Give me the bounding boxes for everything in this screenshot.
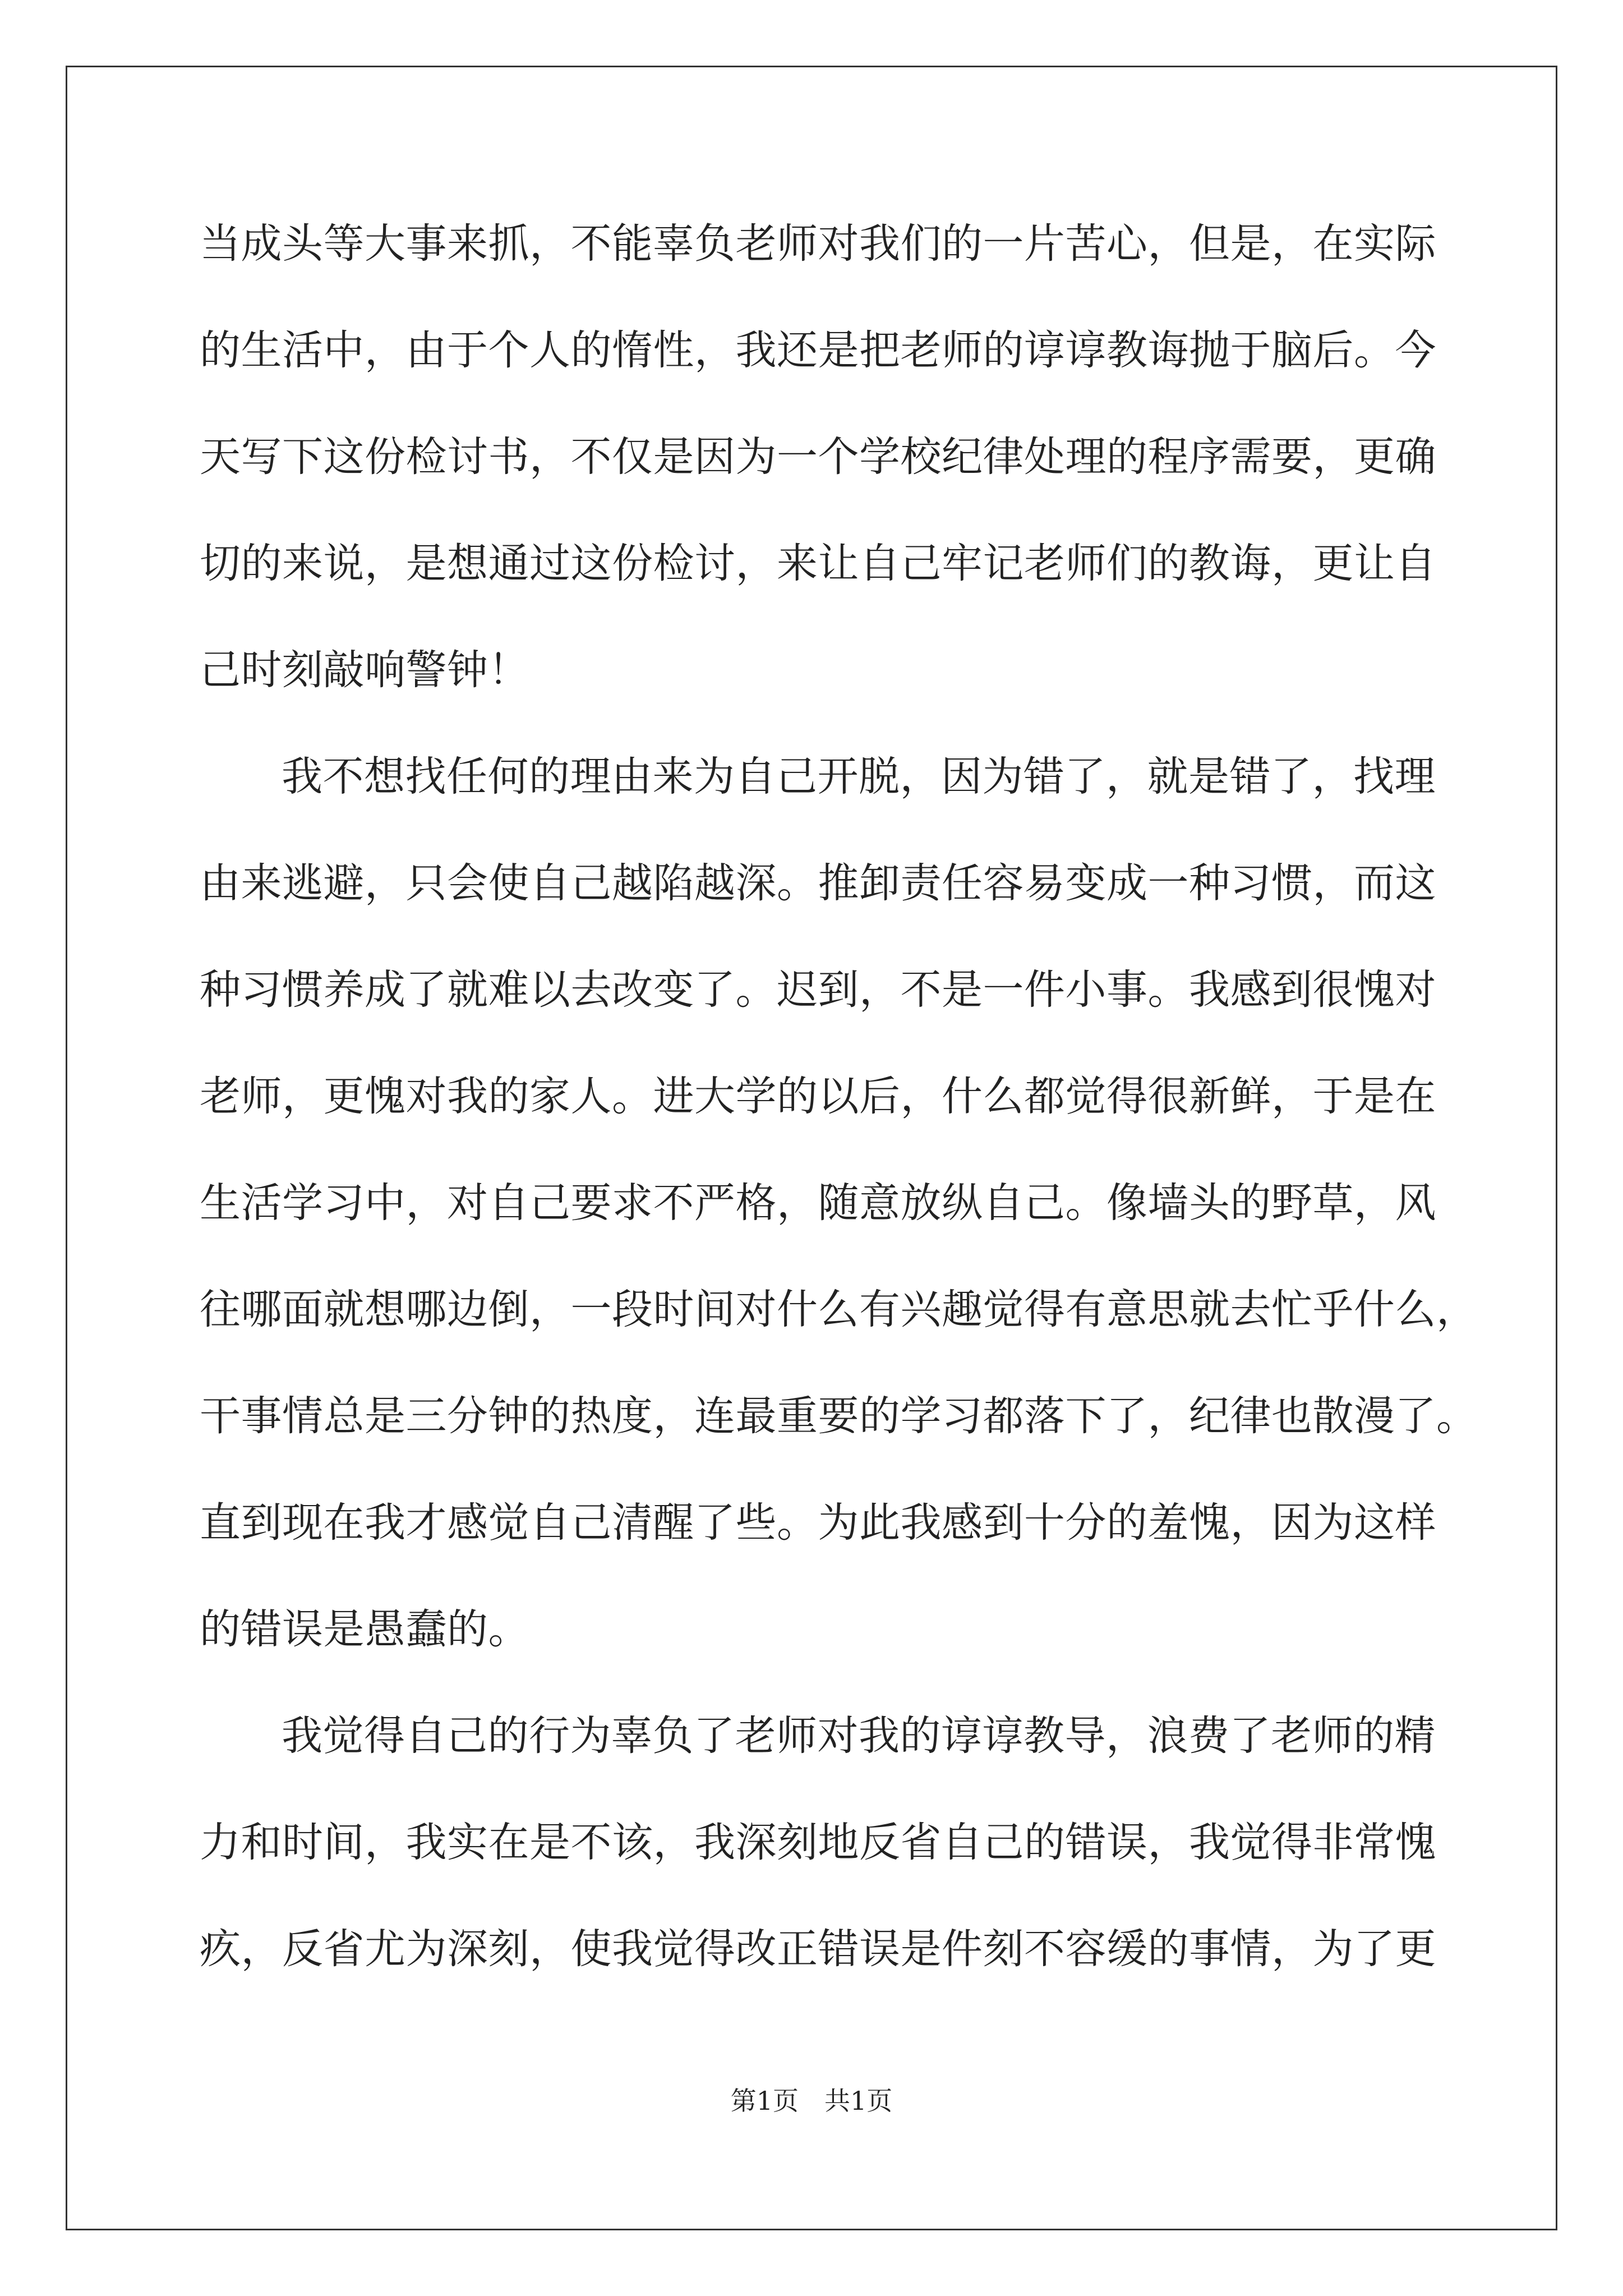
text-line: 直到现在我才感觉自己清醒了些。为此我感到十分的羞愧，因为这样 (200, 1499, 1436, 1547)
paragraph-3 (200, 1705, 1436, 2025)
text-line: 种习惯养成了就难以去改变了。迟到，不是一件小事。我感到很愧对 (200, 966, 1436, 1014)
text-line: 天写下这份检讨书，不仅是因为一个学校纪律处理的程序需要，更确 (200, 433, 1436, 481)
text-line: 切的来说，是想通过这份检讨，来让自己牢记老师们的教诲，更让自 (200, 540, 1436, 587)
text-line: 力和时间，我实在是不该，我深刻地反省自己的错误，我觉得非常愧 (200, 1819, 1436, 1866)
text-line: 干事情总是三分钟的热度，连最重要的学习都落下了，纪律也散漫了。 (200, 1392, 1478, 1440)
document-body (200, 213, 1478, 2025)
text-line: 当成头等大事来抓，不能辜负老师对我们的一片苦心，但是，在实际 (200, 220, 1436, 268)
text-line: 往哪面就想哪边倒，一段时间对什么有兴趣觉得有意思就去忙乎什么， (200, 1286, 1478, 1333)
text-line: 我不想找任何的理由来为自己开脱，因为错了，就是错了，找理 (282, 753, 1436, 800)
text-line: 的生活中，由于个人的惰性，我还是把老师的谆谆教诲抛于脑后。今 (200, 326, 1436, 374)
text-line: 生活学习中，对自己要求不严格，随意放纵自己。像墙头的野草，风 (200, 1179, 1436, 1227)
text-line: 己时刻敲响警钟！ (200, 646, 529, 694)
paragraph-2 (200, 746, 1478, 1705)
text-line: 由来逃避，只会使自己越陷越深。推卸责任容易变成一种习惯，而这 (200, 859, 1436, 907)
paragraph-1 (200, 213, 1436, 746)
text-line: 的错误是愚蠢的。 (200, 1605, 529, 1653)
page-number-footer: 第1页 共1页 (730, 2086, 893, 2116)
text-line: 老师，更愧对我的家人。进大学的以后，什么都觉得很新鲜，于是在 (200, 1073, 1436, 1120)
text-line: 疚，反省尤为深刻，使我觉得改正错误是件刻不容缓的事情，为了更 (200, 1925, 1436, 1973)
text-line: 我觉得自己的行为辜负了老师对我的谆谆教导，浪费了老师的精 (282, 1712, 1436, 1760)
